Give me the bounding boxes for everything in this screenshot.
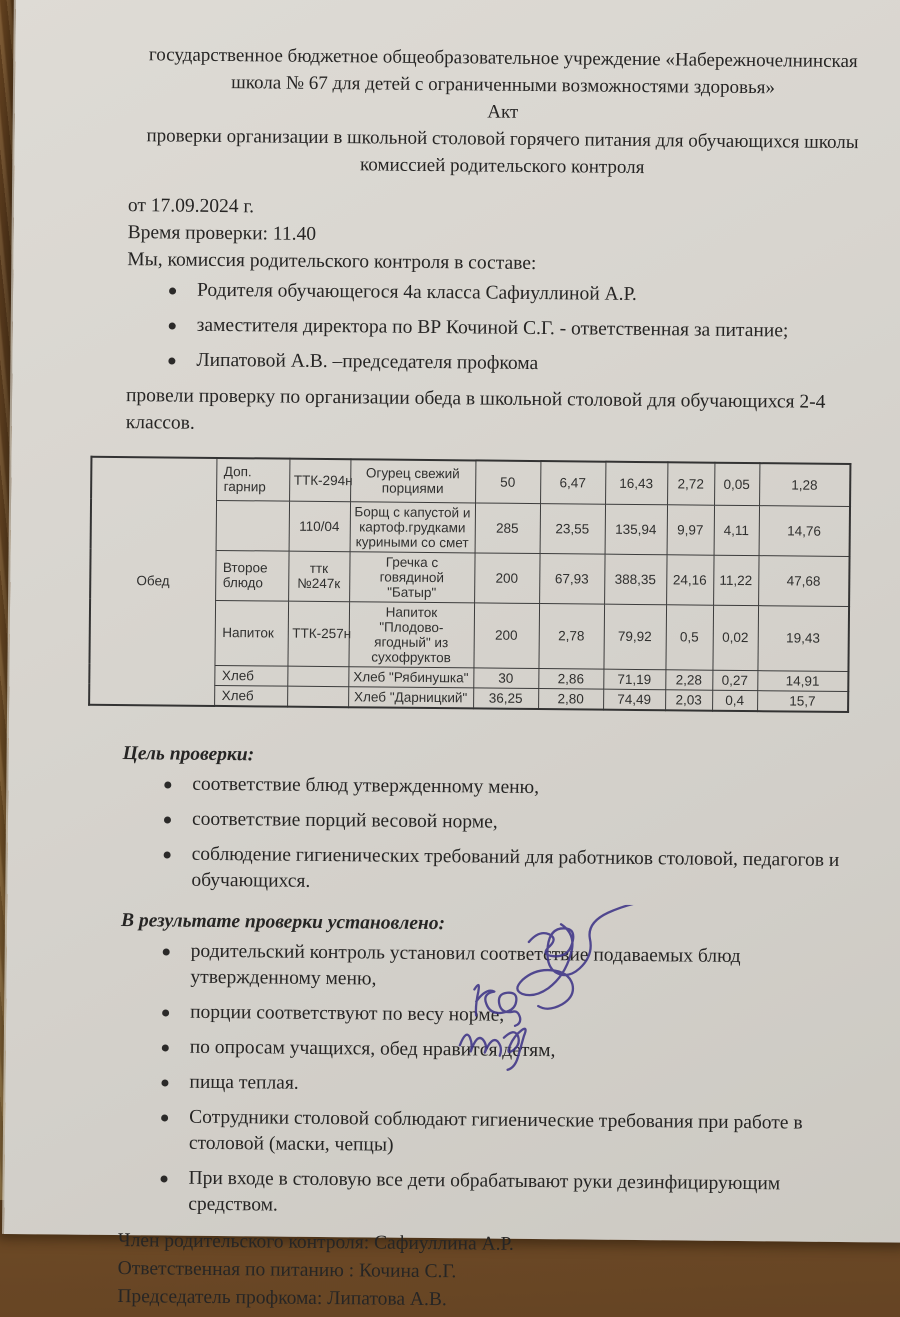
value-cell: 1,28 — [759, 463, 850, 506]
commission-members-list — [126, 277, 875, 380]
code-cell: ТТК-294н — [289, 459, 350, 502]
org-name-line2: школа № 67 для детей с ограниченными возможностями здоровья» — [231, 72, 776, 99]
code-cell — [287, 686, 348, 707]
result-item: порции соответствуют по весу норме, — [160, 999, 868, 1032]
value-cell: 0,27 — [712, 670, 757, 690]
goal-item: соответствие порций весовой норме, — [162, 806, 870, 839]
value-cell: 135,94 — [605, 504, 667, 555]
value-cell: 67,93 — [539, 553, 604, 604]
value-cell: 2,78 — [538, 603, 604, 669]
signature-line: Председатель профкома: Липатова А.В. — [117, 1285, 447, 1310]
value-cell: 36,25 — [473, 687, 538, 708]
value-cell: 30 — [473, 667, 538, 688]
value-cell: 0,5 — [665, 604, 713, 669]
value-cell: 0,05 — [714, 463, 759, 505]
time-line: Время проверки: 11.40 — [127, 222, 317, 245]
dish-cell: Борщ с капустой и картоф.грудками куриными со смет — [350, 501, 475, 552]
dish-cell: Хлеб "Дарницкий" — [348, 686, 473, 708]
result-item: пища теплая. — [159, 1069, 867, 1102]
signature-line: Член родительского контроля: Сафиуллина А.Р. — [117, 1229, 514, 1255]
value-cell: 2,72 — [667, 462, 714, 504]
act-subtitle-line2: комиссией родительского контроля — [359, 154, 645, 179]
goal-item: соответствие блюд утвержденному меню, — [162, 771, 870, 804]
category-cell: Хлеб — [214, 685, 287, 706]
value-cell: 200 — [474, 552, 539, 603]
code-cell: 110/04 — [289, 501, 350, 552]
value-cell: 2,03 — [665, 689, 712, 710]
value-cell: 16,43 — [605, 462, 667, 505]
goal-list — [121, 771, 870, 900]
commission-intro: Мы, комиссия родительского контроля в составе: — [127, 249, 537, 275]
meal-cell: Обед — [89, 457, 216, 706]
value-cell: 47,68 — [758, 555, 849, 606]
code-cell: ТТК-257н — [287, 601, 349, 667]
category-cell: Второе блюдо — [215, 550, 288, 601]
date-line: от 17.09.2024 г. — [127, 195, 255, 218]
value-cell: 0,02 — [712, 605, 758, 670]
menu-table — [88, 456, 851, 713]
result-item: по опросам учащихся, обед нравится детям, — [160, 1034, 868, 1067]
value-cell: 6,47 — [540, 461, 605, 504]
commission-member: Липатовой А.В. –председателя профкома — [166, 347, 874, 380]
dish-cell: Напиток "Плодово-ягодный" из сухофруктов — [348, 601, 474, 667]
value-cell: 4,11 — [714, 505, 759, 555]
value-cell: 15,7 — [757, 690, 848, 711]
org-name-line1: государственное бюджетное общеобразовательное учреждение «Набережночелнинская — [148, 44, 858, 73]
value-cell: 50 — [475, 460, 540, 503]
result-item: Сотрудники столовой соблюдают гигиенические требования при работе в столовой (маски, чепцы) — [159, 1104, 867, 1163]
act-subtitle-line1: проверки организации в школьной столовой горячего питания для обучающихся школы — [146, 125, 859, 154]
commission-member: заместителя директора по ВР Кочиной С.Г. - ответственная за питание; — [167, 312, 875, 345]
goal-heading: Цель проверки: — [122, 742, 255, 765]
code-cell: ттк №247к — [288, 551, 349, 602]
document-title-block — [128, 41, 877, 183]
value-cell: 0,4 — [712, 690, 757, 711]
value-cell: 2,86 — [538, 668, 603, 689]
commission-member: Родителя обучающегося 4а класса Сафиуллиной А.Р. — [167, 277, 875, 310]
dish-cell: Гречка с говядиной "Батыр" — [349, 551, 474, 602]
value-cell: 14,76 — [759, 505, 850, 556]
results-list — [118, 938, 869, 1224]
value-cell: 24,16 — [666, 554, 713, 604]
value-cell: 74,49 — [603, 689, 665, 710]
value-cell: 11,22 — [713, 555, 758, 605]
value-cell: 388,35 — [604, 554, 666, 605]
goal-item: соблюдение гигиенических требований для работников столовой, педагогов и обучающихся. — [161, 841, 869, 900]
value-cell: 2,80 — [538, 688, 603, 709]
value-cell: 19,43 — [757, 605, 849, 671]
dish-cell: Огурец свежий порциями — [350, 459, 475, 502]
value-cell: 23,55 — [540, 503, 605, 554]
signature-block — [117, 1227, 866, 1317]
dish-cell: Хлеб "Рябинушка" — [348, 666, 473, 687]
value-cell: 285 — [475, 502, 540, 553]
value-cell: 200 — [473, 602, 539, 668]
value-cell: 79,92 — [603, 604, 666, 670]
results-heading: В результате проверки установлено: — [120, 909, 446, 934]
value-cell: 2,28 — [665, 669, 712, 689]
category-cell: Напиток — [214, 600, 288, 666]
value-cell: 14,91 — [757, 670, 848, 691]
act-label: Акт — [487, 101, 519, 123]
paper-sheet — [4, 0, 900, 1310]
value-cell: 71,19 — [603, 669, 665, 690]
signature-line: Ответственная по питанию : Кочина С.Г. — [117, 1257, 457, 1282]
category-cell: Хлеб — [214, 665, 287, 686]
result-item: родительский контроль установил соответствие подаваемых блюд утвержденному меню, — [160, 938, 868, 997]
table-row — [91, 457, 850, 506]
code-cell — [287, 666, 348, 687]
document-content — [3, 0, 900, 1317]
conducted-line: провели проверку по организации обеда в школьной столовой для обучающихся 2-4 классов. — [125, 385, 826, 434]
result-item: При входе в столовую все дети обрабатывают руки дезинфицирующим средством. — [158, 1165, 866, 1224]
category-cell: Доп. гарнир — [216, 458, 289, 501]
value-cell: 9,97 — [667, 504, 714, 554]
category-cell — [216, 500, 289, 551]
